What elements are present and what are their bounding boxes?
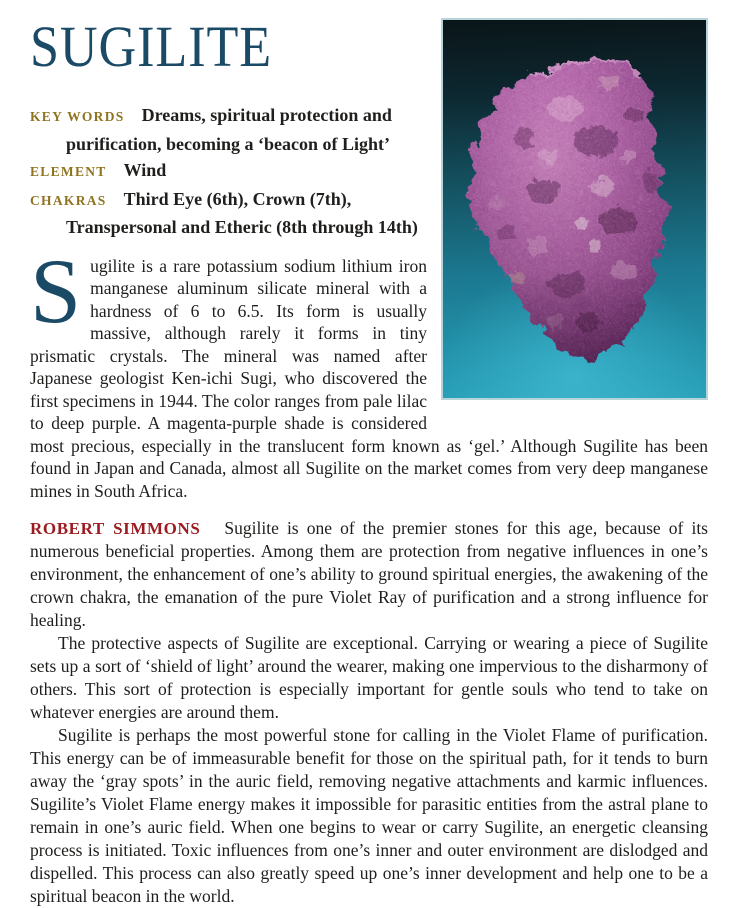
chakras-label: CHAKRAS bbox=[30, 192, 107, 208]
author-paragraph-3: Sugilite is perhaps the most powerful stone for calling in the Violet Flame of purification. This energy can be of immeasurable benefit for those on the spiritual path, for it tends to burn away the ‘gray spots’ in the auric field, removing negative attachments and karmic influences. Sugilite’s Violet Flame energy makes it impossible for parasitic entities from the astral plane to remain in one’s auric field. When one begins to wear or carry Sugilite, an energetic cleansing process is initiated. Toxic influences from one’s inner and outer environment are dislodged and dispelled. This process can also greatly speed up one’s inner development and help one to be a spiritual beacon in the world. bbox=[30, 725, 708, 906]
chakras-value: Third Eye (6th), Crown (7th), Transpersonal and Etheric (8th through 14th) bbox=[66, 188, 418, 237]
element-value: Wind bbox=[123, 160, 167, 180]
key-words-label: KEY WORDS bbox=[30, 109, 125, 124]
dropcap-letter: S bbox=[30, 239, 82, 342]
author-paragraph-1 bbox=[30, 517, 708, 632]
page-title: SUGILITE bbox=[30, 14, 273, 79]
intro-text: ugilite is a rare potassium sodium lithium iron manganese aluminum silicate mineral with a hardness of 6 to 6.5. Its form is usually massive, although rarely it forms in tiny prismatic crystals. The mineral was named after Japanese geologist Ken-ichi Sugi, who discovered the first specimens in 1944. The color ranges from pale lilac to deep purple. A magenta-purple shade is considered most precious, especially in the translucent form known as ‘gel.’ Although Sugilite has been found in Japan and Canada, almost all Sugilite on the market comes from very deep manganese mines in South Africa. bbox=[30, 255, 708, 501]
sugilite-rock-illustration bbox=[443, 20, 706, 398]
author-paragraph-1-text: Sugilite is one of the premier stones for this age, because of its numerous beneficial properties. Among them are protection from negative influences in one’s environment, the enhancement of one’s ability to ground spiritual energies, the awakening of the crown chakra, the emanation of the pure Violet Ray of purification and a strong influence for healing. bbox=[30, 518, 708, 630]
key-words-value: Dreams, spiritual protection and purification, becoming a ‘beacon of Light’ bbox=[66, 105, 392, 154]
rock bbox=[443, 20, 706, 398]
author-commentary-section bbox=[30, 517, 708, 908]
author-name: ROBERT SIMMONS bbox=[30, 519, 201, 538]
author-paragraph-2: The protective aspects of Sugilite are exceptional. Carrying or wearing a piece of Sugilite sets up a sort of ‘shield of light’ around the wearer, making one impervious to the disharmony of others. This sort of protection is especially important for gentle souls who tend to take on whatever energies are around them. bbox=[30, 633, 708, 722]
element-label: ELEMENT bbox=[30, 164, 107, 179]
